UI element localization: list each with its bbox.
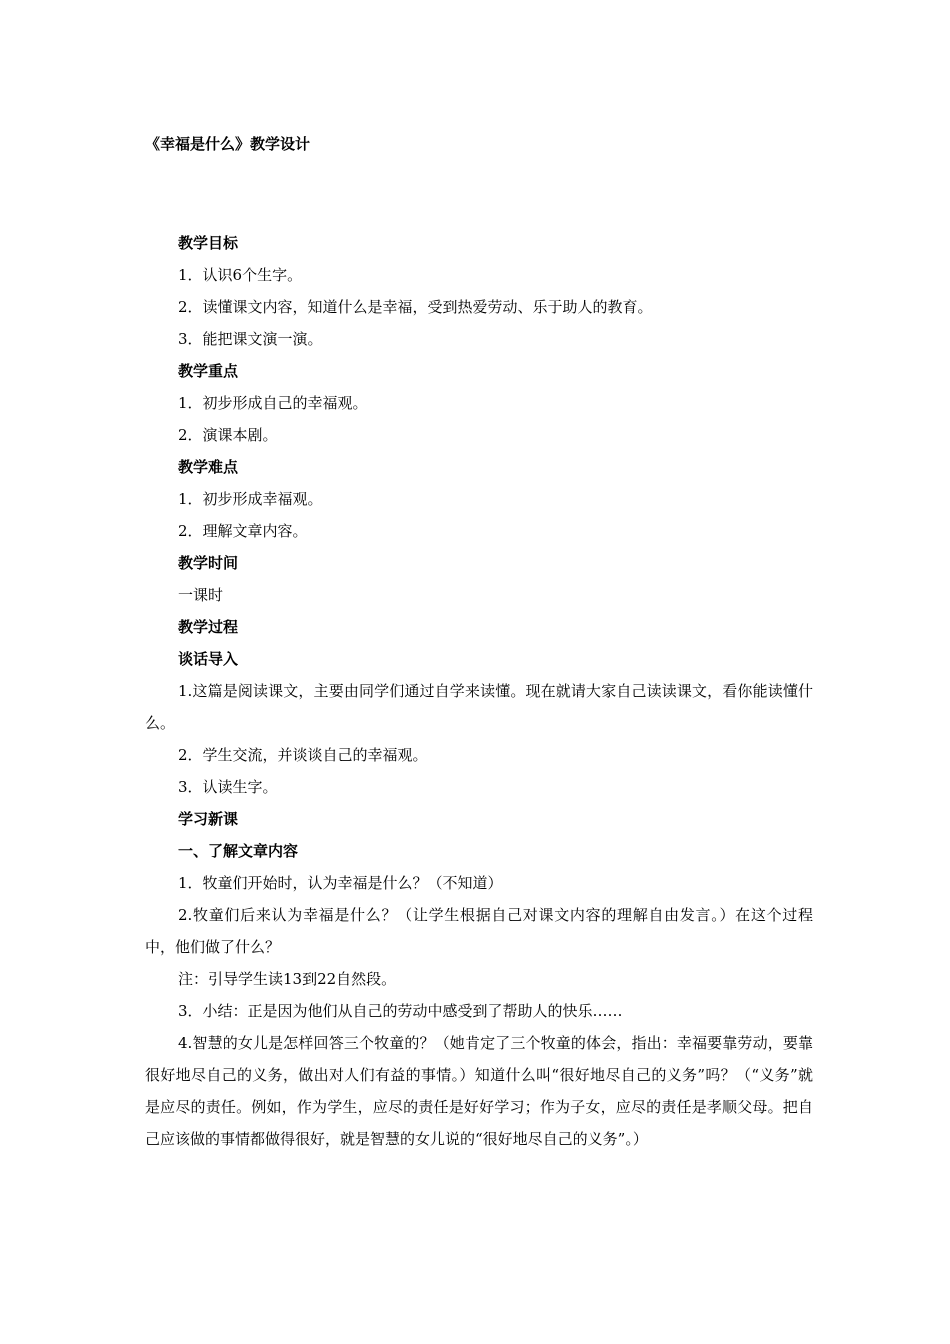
- paragraph: 一课时: [178, 586, 224, 604]
- paragraph: 1．初步形成幸福观。: [178, 490, 323, 508]
- section-heading: 一、了解文章内容: [178, 842, 299, 860]
- section-heading: 教学难点: [178, 458, 239, 476]
- paragraph: 2．理解文章内容。: [178, 522, 308, 540]
- paragraph: 1．牧童们开始时，认为幸福是什么？（不知道）: [178, 874, 503, 892]
- paragraph: 1．认识6个生字。: [178, 266, 303, 284]
- paragraph: 2．读懂课文内容，知道什么是幸福，受到热爱劳动、乐于助人的教育。: [178, 298, 653, 316]
- section-heading: 谈话导入: [178, 650, 239, 668]
- paragraph: 3．小结：正是因为他们从自己的劳动中感受到了帮助人的快乐……: [178, 1002, 623, 1020]
- paragraph: 注：引导学生读13到22自然段。: [178, 970, 397, 988]
- paragraph: 1．初步形成自己的幸福观。: [178, 394, 368, 412]
- section-heading: 教学重点: [178, 362, 239, 380]
- section-heading: 教学时间: [178, 554, 239, 572]
- paragraph: 2.牧童们后来认为幸福是什么？（让学生根据自己对课文内容的理解自由发言。）在这个过程中，他们做了什么？: [145, 906, 813, 956]
- document-body: [145, 227, 813, 1155]
- paragraph: 4.智慧的女儿是怎样回答三个牧童的？（她肯定了三个牧童的体会，指出：幸福要靠劳动，要靠很好地尽自己的义务，做出对人们有益的事情。）知道什么叫“很好地尽自己的义务”吗？（“义务”就是应尽的责任。例如，作为学生，应尽的责任是好好学习；作为子女，应尽的责任是孝顺父母。把自己应该做的事情都做得很好，就是智慧的女儿说的“很好地尽自己的义务”。）: [145, 1034, 813, 1148]
- section-heading: 教学目标: [178, 234, 239, 252]
- paragraph: 3．能把课文演一演。: [178, 330, 323, 348]
- paragraph: 2．学生交流，并谈谈自己的幸福观。: [178, 746, 428, 764]
- paragraph: 2．演课本剧。: [178, 426, 278, 444]
- document-title: 《幸福是什么》教学设计: [145, 135, 311, 153]
- paragraph: 3．认读生字。: [178, 778, 278, 796]
- section-heading: 学习新课: [178, 810, 239, 828]
- paragraph: 1.这篇是阅读课文，主要由同学们通过自学来读懂。现在就请大家自己读读课文，看你能读懂什么。: [145, 682, 813, 732]
- section-heading: 教学过程: [178, 618, 239, 636]
